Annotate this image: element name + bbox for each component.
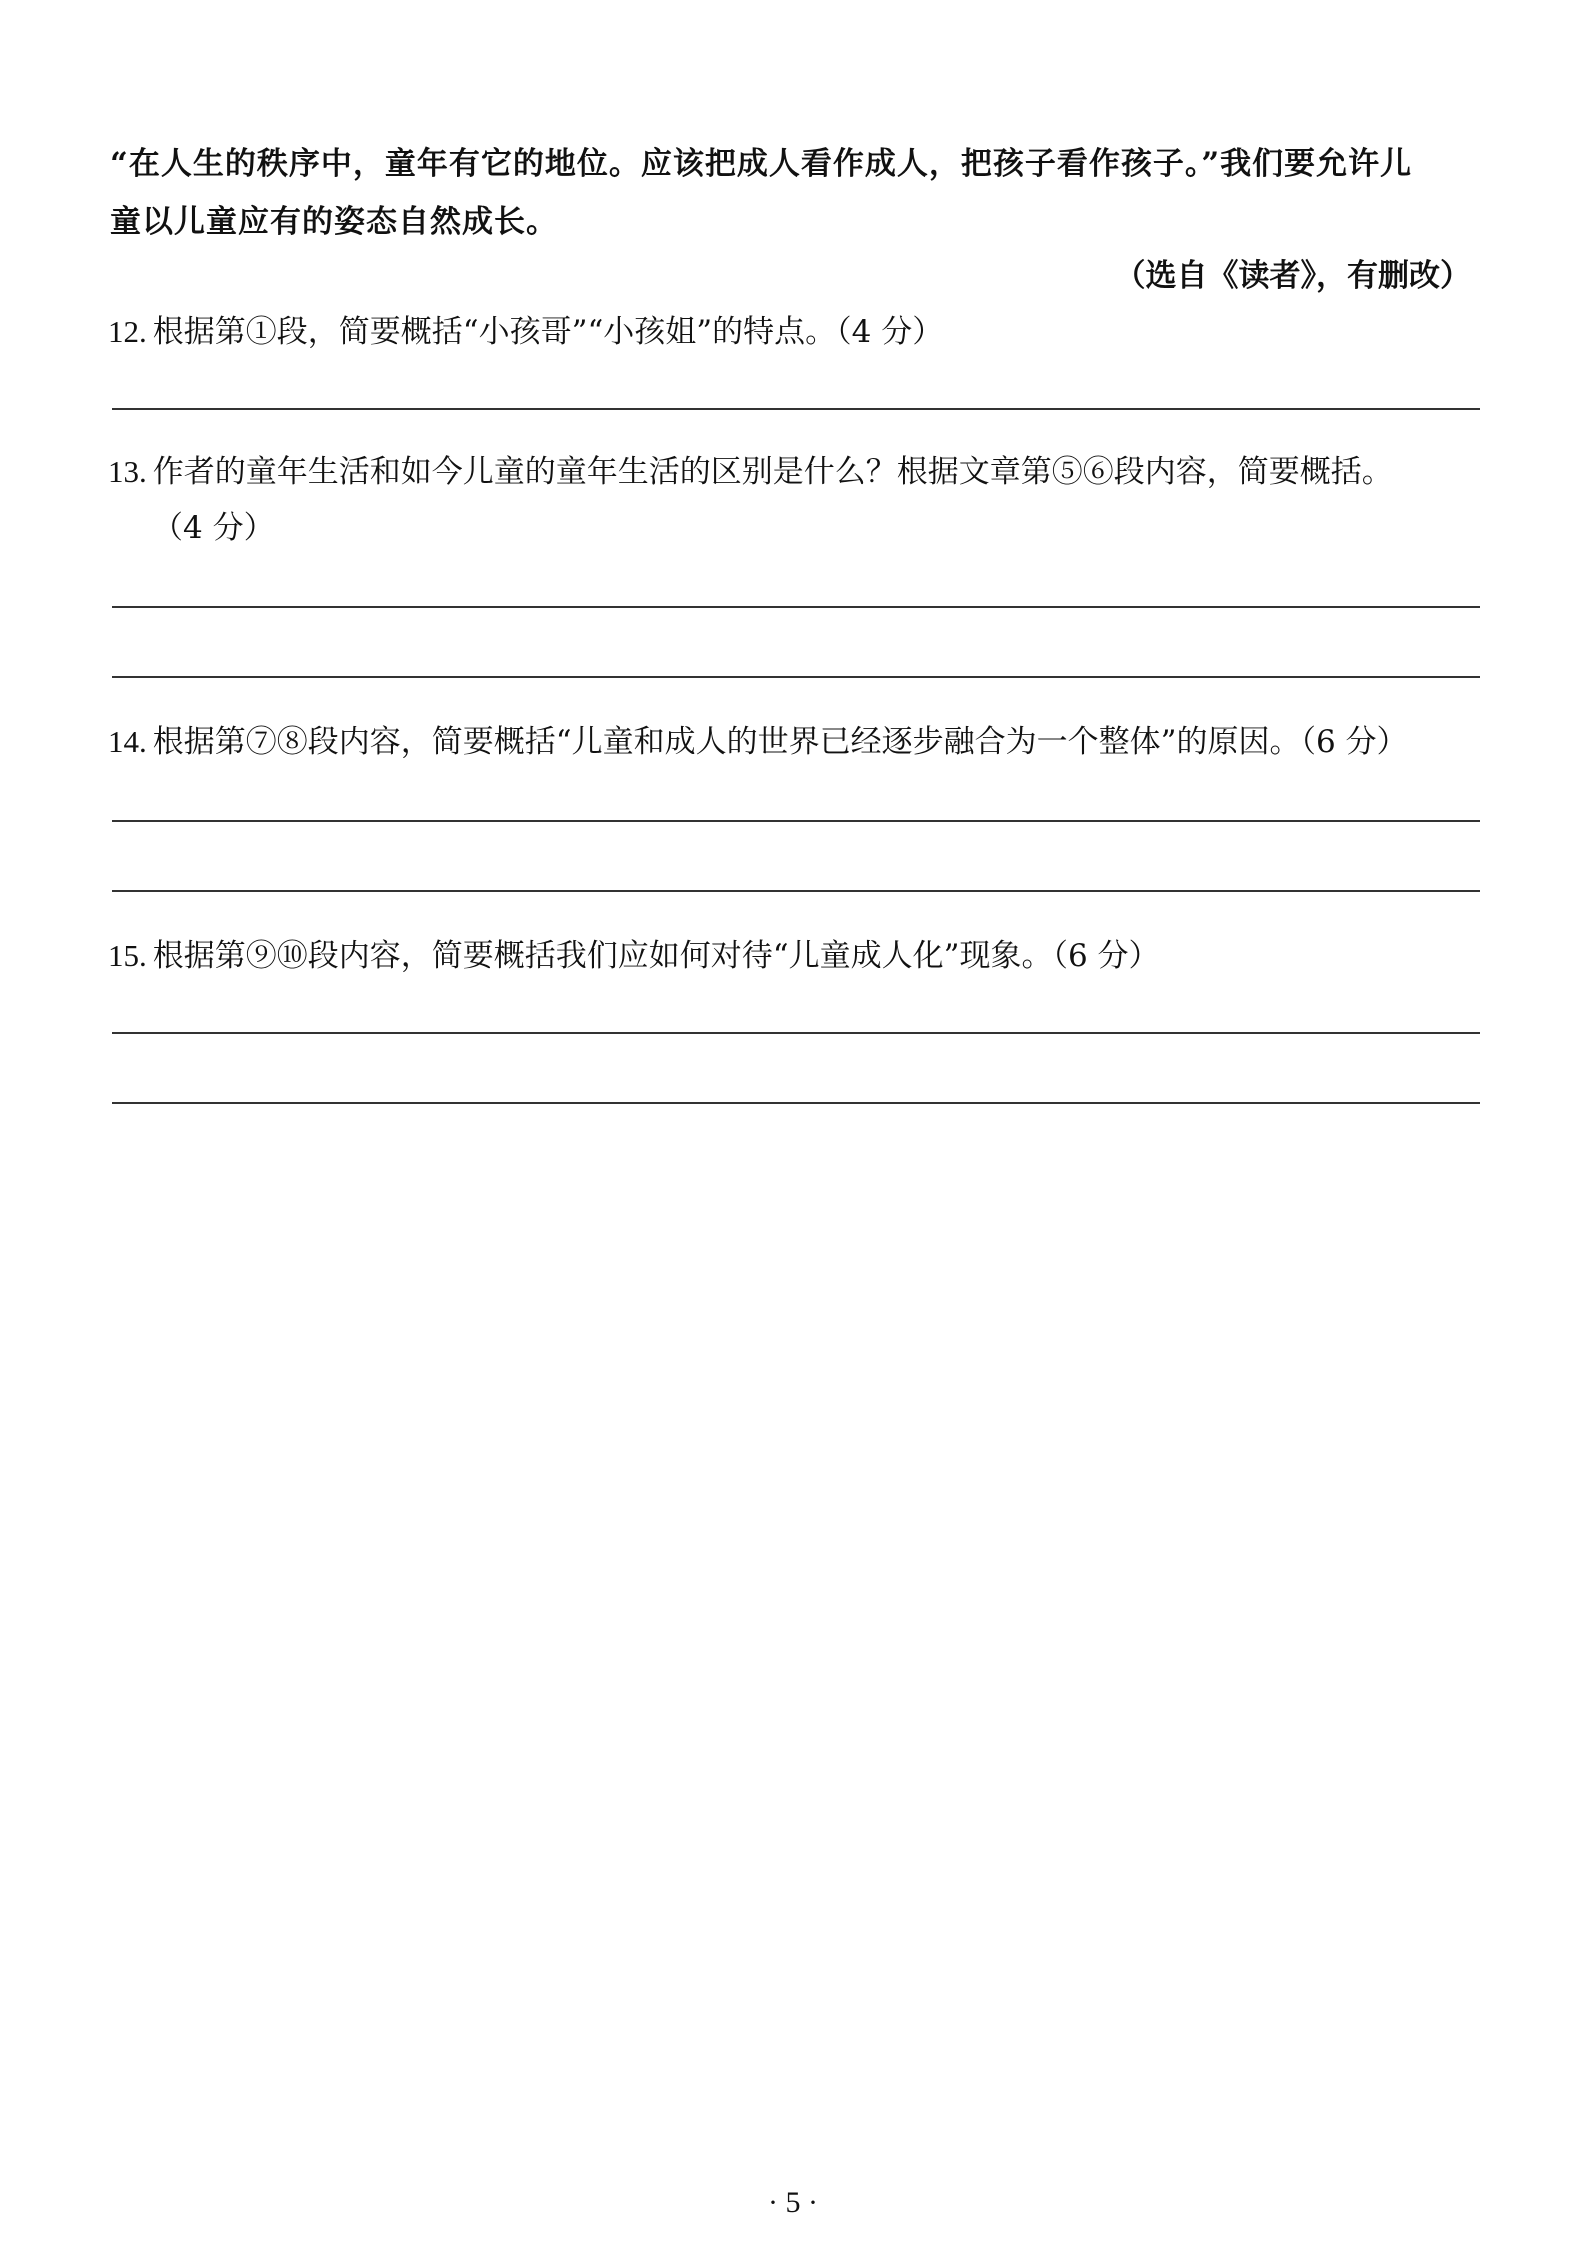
passage-line-2: 童以儿童应有的姿态自然成长。 [110,204,558,240]
question-text: 作者的童年生活和如今儿童的童年生活的区别是什么？根据文章第⑤⑥段内容，简要概括。 [152,454,1393,490]
answer-line-13-2[interactable] [112,676,1480,678]
answer-line-14-1[interactable] [112,820,1480,822]
question-number: 12. [108,314,147,349]
answer-line-15-1[interactable] [112,1032,1480,1034]
question-number: 13. [108,454,147,489]
question-13-continuation: （4 分） [152,510,275,546]
answer-line-14-2[interactable] [112,890,1480,892]
passage-line-1: “在人生的秩序中，童年有它的地位。应该把成人看作成人，把孩子看作孩子。”我们要允许儿 [110,146,1413,182]
page-number: · 5 · [768,2186,818,2219]
question-15 [108,930,1160,975]
question-14 [108,716,1408,761]
question-13 [108,446,1393,491]
answer-line-15-2[interactable] [112,1102,1480,1104]
question-text: 根据第⑦⑧段内容，简要概括“儿童和成人的世界已经逐步融合为一个整体”的原因。（6 分） [152,724,1408,760]
passage-source: （选自《读者》，有删改） [1114,258,1471,294]
question-text: 根据第⑨⑩段内容，简要概括我们应如何对待“儿童成人化”现象。（6 分） [152,938,1160,974]
question-12 [108,306,943,351]
question-number: 14. [108,724,147,759]
answer-line-12-1[interactable] [112,408,1480,410]
question-number: 15. [108,938,147,973]
question-text: 根据第①段，简要概括“小孩哥”“小孩姐”的特点。（4 分） [152,314,944,350]
answer-line-13-1[interactable] [112,606,1480,608]
